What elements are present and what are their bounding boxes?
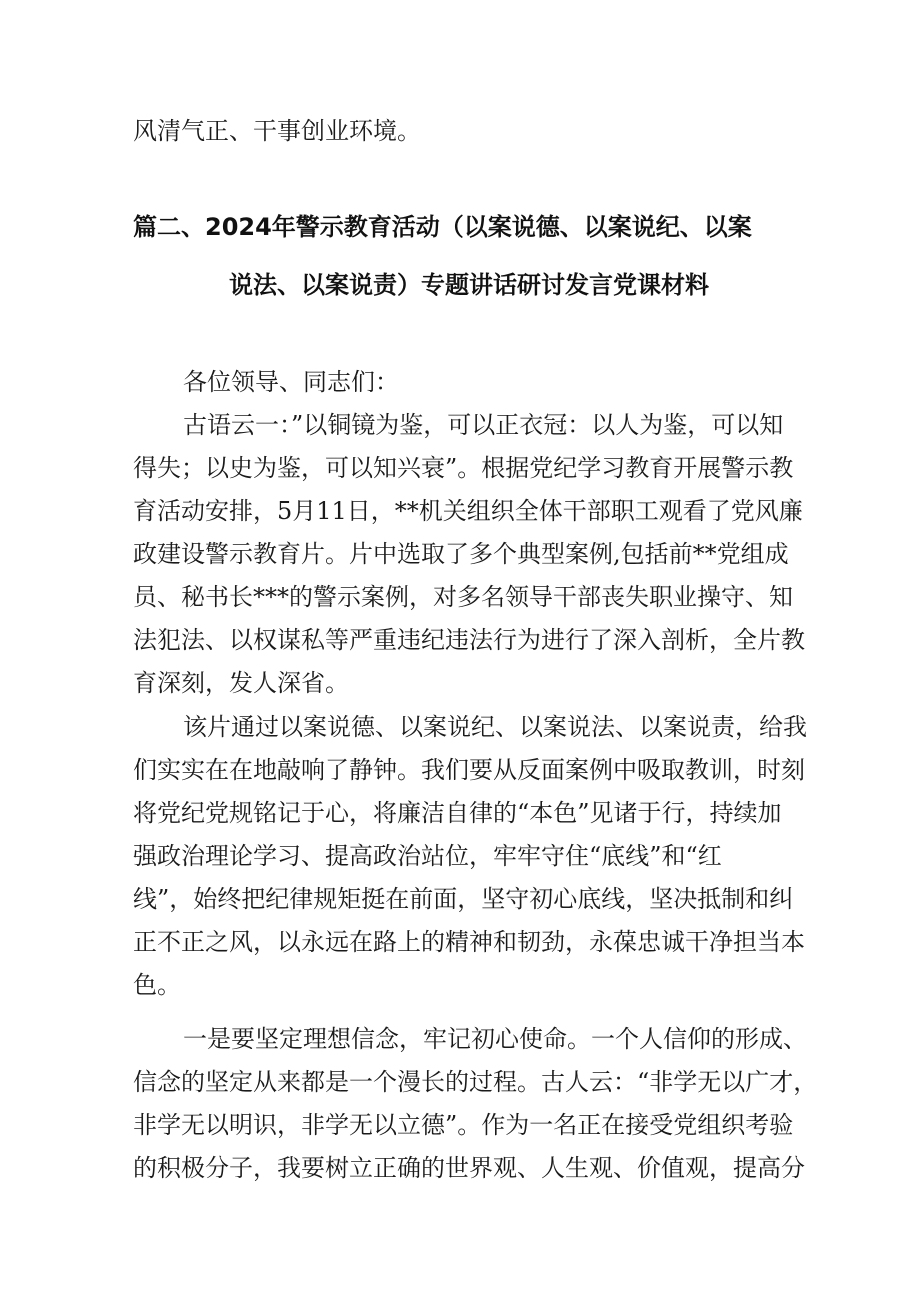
body-line: 育深刻，发人深省。 (133, 669, 349, 697)
body-line: 育活动安排，5月11日，**机关组织全体干部职工观看了党风廉 (133, 497, 803, 525)
body-line: 员、秘书长***的警示案例，对多名领导干部丧失职业操守、知 (133, 583, 793, 611)
body-line: 正不正之风，以永远在路上的精神和韧劲，永葆忠诚干净担当本 (133, 928, 805, 956)
section-heading-line-1: 篇二、2024年警示教育活动（以案说德、以案说纪、以案 (133, 213, 752, 241)
body-line: 一是要坚定理想信念，牢记初心使命。一个人信仰的形成、 (183, 1025, 807, 1053)
body-line: 古语云一：”以铜镜为鉴，可以正衣冠：以人为鉴，可以知 (183, 411, 784, 439)
body-line: 们实实在在地敲响了静钟。我们要从反面案例中吸取教训，时刻 (133, 756, 805, 784)
carry-over-line: 风清气正、干事创业环境。 (133, 117, 421, 145)
body-line: 法犯法、以权谋私等严重违纪违法行为进行了深入剖析，全片教 (133, 626, 805, 654)
body-line: 将党纪党规铭记于心，将廉洁自律的“本色”见诸于行，持续加 (133, 799, 782, 827)
section-heading-line-2: 说法、以案说责）专题讲话研讨发言党课材料 (229, 271, 709, 299)
body-line: 色。 (133, 971, 181, 999)
body-line: 信念的坚定从来都是一个漫长的过程。古人云：“非学无以广才， (133, 1068, 818, 1096)
body-line: 强政治理论学习、提高政治站位，牢牢守住“底线”和“红 (133, 842, 722, 870)
body-line: 得失；以史为鉴，可以知兴衰”。根据党纪学习教育开展警示教 (133, 454, 794, 482)
body-line: 政建设警示教育片。片中选取了多个典型案例,包括前**党组成 (133, 540, 789, 568)
salutation: 各位领导、同志们： (183, 368, 399, 396)
body-line: 该片通过以案说德、以案说纪、以案说法、以案说责，给我 (183, 713, 807, 741)
body-line: 线”，始终把纪律规矩挺在前面，坚守初心底线，坚决抵制和纠 (133, 885, 794, 913)
body-line: 的积极分子，我要树立正确的世界观、人生观、价值观，提高分 (133, 1154, 805, 1182)
body-line: 非学无以明识，非学无以立德”。作为一名正在接受党组织考验 (133, 1111, 794, 1139)
